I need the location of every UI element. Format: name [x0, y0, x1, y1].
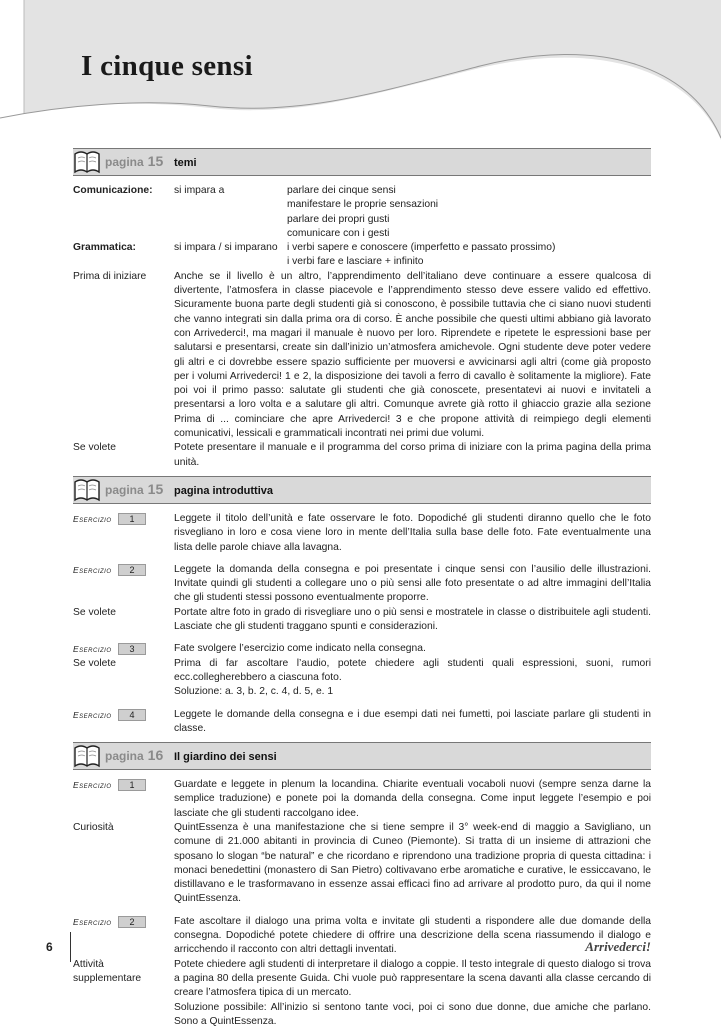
- entry-esercizio-1: Esercizio 1 Leggete il titolo dell’unità e fate osservare le foto. Dopodiché gli studenti diranno quello che le foto risvegliano in loro e cosa viene loro in mente dell’Italia sulla base delle foto. Fate eventualmente una lista delle parole chiave alla lavagna.: [73, 512, 651, 553]
- section-title: Il giardino dei sensi: [174, 751, 277, 764]
- footer-divider: [70, 932, 71, 962]
- entry-curiosita: Curiosità QuintEssenza è una manifestazione che si tiene sempre il 3° week-end di maggio a Savigliano, un comune di 21.000 abitanti in provincia di Cuneo (Piemonte). Si tratta di un insieme di attrazioni che sposano lo slogan “be natural” e che ricordano e riprendono una tradizione propria di questa cittadina: i monaci benedettini (monastero di San Pietro) coltivavano erbe aromatiche e curative, le essiccavano, le distillavano e le trasformavano in essenze assai efficaci fino ad arrivare al prodotto puro, da qui il nome QuintEssenza.: [73, 821, 651, 905]
- content-area: [73, 148, 651, 1029]
- open-book-icon: [72, 146, 102, 176]
- se-volete-row: Se volete Potete presentare il manuale e il programma del corso prima di iniziare con la prima pagina della prima unità.: [73, 442, 651, 468]
- entry-esercizio-3: Esercizio 3 Fate svolgere l’esercizio come indicato nella consegna.: [73, 643, 426, 655]
- entry-attivita-supplementare: Attività supplementare Potete chiedere agli studenti di interpretare il dialogo a coppie. Il testo integrale di questo dialogo si trova a pagina 80 della presente Guida. Chi vuole può rappresentare la scena davanti alla classe cercando di creare l’atmosfera tipica di un mercato.: [73, 958, 651, 999]
- entry-esercizio-4: Esercizio 4 Leggete le domande della consegna e i due esempi dati nei fumetti, poi lasciate parlare gli studenti in classe.: [73, 708, 651, 734]
- page-number: 6: [46, 940, 53, 954]
- footer-brand: Arrivederci!: [585, 939, 651, 954]
- entry-esercizio-2: Esercizio 2 Fate ascoltare il dialogo una prima volta e invitate gli studenti a rispondere alle due domande della consegna. Dopodiché potete chiedere di offrire una descrizione della scena riassumendo il dialogo e arricchendo il racconto con altri dettagli inventati.: [73, 915, 651, 956]
- grammatica-row: Grammatica: si impara / si imparano i verbi sapere e conoscere (imperfetto e passato prossimo) i verbi fare e lasciare + infinito: [73, 242, 556, 268]
- section-header-pagina-introduttiva: [73, 476, 651, 504]
- entry-esercizio-2: Esercizio 2 Leggete la domanda della consegna e poi presentate i cinque sensi con l’ausilio delle illustrazioni. Invitate quindi gli studenti a collegare uno o più sensi alle foto presentate o ad altre immagini dell’Italia che gli studenti stessi possono eventualmente proporre.: [73, 563, 651, 604]
- pagina-label: pagina 15: [105, 480, 164, 497]
- open-book-icon: [72, 740, 102, 770]
- entry-soluzione: Soluzione: a. 3, b. 2, c. 4, d. 5, e. 1: [174, 686, 334, 698]
- section-header-temi: [73, 148, 651, 176]
- entry-soluzione-possibile: Soluzione possibile: All’inizio si sentono tante voci, poi ci sono due donne, due amiche che parlano. Sono a QuintEssenza.: [174, 1001, 651, 1027]
- page-title: I cinque sensi: [81, 50, 253, 82]
- entry-se-volete: Se volete Prima di far ascoltare l’audio, potete chiedere agli studenti quali espressioni, suoni, rumori ecc.collegherebbero a ciascuna foto.: [73, 657, 651, 683]
- section-header-giardino-dei-sensi: [73, 742, 651, 770]
- pagina-label: pagina 15: [105, 153, 164, 169]
- open-book-icon: [72, 474, 102, 504]
- pagina-label: pagina 16: [105, 747, 164, 764]
- section-title: pagina introduttiva: [174, 484, 273, 497]
- prima-di-iniziare-row: Prima di iniziare Anche se il livello è un altro, l’apprendimento dell’italiano deve continuare a essere qualcosa di divertente, l’atmosfera in classe piacevole e l’apprendimento stesso deve essere valido ed effettivo. Sicuramente buona parte degli studenti già si conoscono, è possibile tuttavia che ci siano nuovi studenti che vanno integrati sin dalla prima ora di corso. È anche possibile che questi ultimi abbiano già lavorato con Arrivederci!, ma magari il manuale è nuovo per loro. Riprendete e ripetete le espressioni base per salutarsi e presentarsi, create sin dall’inizio un’atmosfera amichevole. Ogni studente deve poter vedere gli altri e ci dovrebbe essere spazio sufficiente per muoversi e avvicinarsi agli altri (come già proposto per i volumi Arrivederci! 1 e 2, la disposizione dei tavoli a ferro di cavallo è solitamente la migliore). Fate poi voi il primo passo: salutate gli studenti che già conoscete, presentatevi ai nuovi e invitateli a presentarsi a loro volta e a salutare gli altri. Comunque avrete già rotto il ghiaccio grazie alla sezione Prima di ... cominciare che apre Arrivederci! 3 e che propone attività di reimpiego degli elementi comunicativi, lessicali e grammaticali incontrati nei primi due volumi.: [73, 270, 651, 440]
- entry-esercizio-1: Esercizio 1 Guardate e leggete in plenum la locandina. Chiarite eventuali vocaboli nuovi (sempre senza darne la semplice traduzione) e ponete poi la domanda della consegna. Come input leggete l’esempio e poi lasciate che gli studenti raccolgano idee.: [73, 779, 651, 819]
- section-title: temi: [174, 157, 197, 169]
- comunicazione-row: Comunicazione: si impara a parlare dei cinque sensi manifestare le proprie sensazioni parlare dei propri gusti comunicare con i gesti: [73, 185, 439, 239]
- entry-se-volete: Se volete Portate altre foto in grado di risvegliare uno o più sensi e mostratele in classe o distribuitele agli studenti. Lasciate che gli studenti traggano spunti e considerazioni.: [73, 606, 651, 633]
